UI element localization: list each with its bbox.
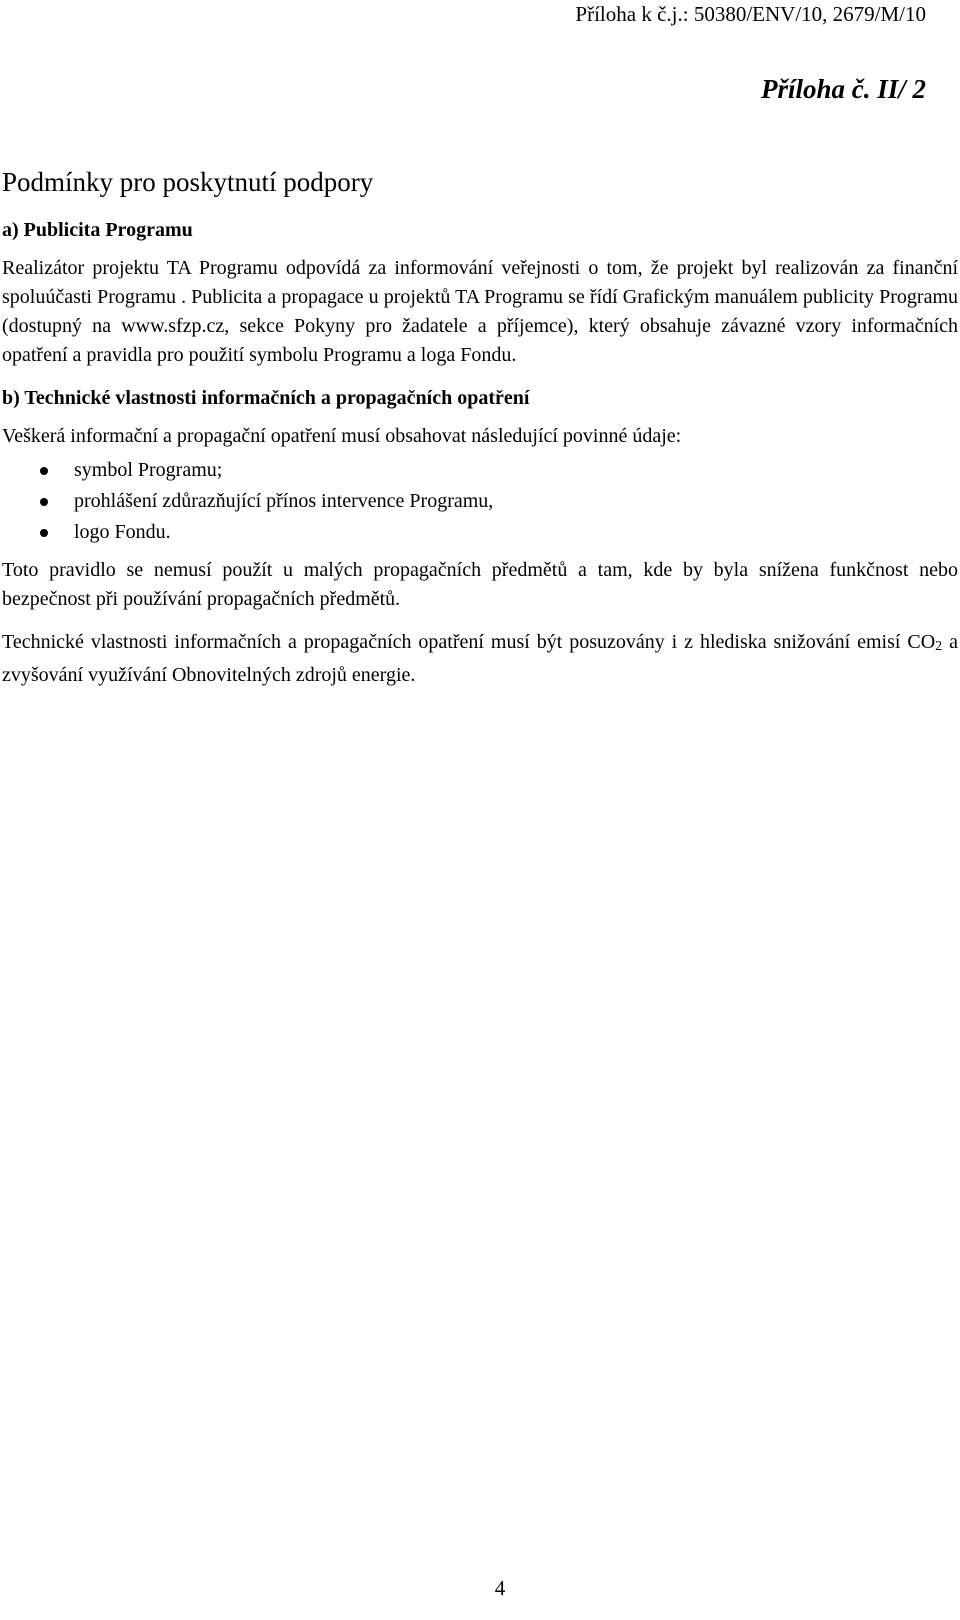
document-reference: Příloha k č.j.: 50380/ENV/10, 2679/M/10	[575, 2, 926, 26]
list-item-text: prohlášení zdůrazňující přínos intervence Programu,	[74, 490, 494, 512]
bullet-icon	[40, 498, 48, 506]
paragraph-3-text-end: a zvyšování využívání Obnovitelných zdrojů energie.	[2, 631, 958, 686]
list-item-text: logo Fondu.	[74, 521, 171, 543]
section-a-paragraph: Realizátor projektu TA Programu odpovídá za informování veřejnosti o tom, že projekt byl realizován za finanční spoluúčasti Programu . Publicita a propagace u projektů TA Programu se řídí Grafickým manuálem publicity Programu (dostupný na www.sfzp.cz, sekce Pokyny pro žadatele a příjemce), který obsahuje závazné vzory informačních opatření a pravidla pro použití symbolu Programu a loga Fondu.	[2, 257, 958, 366]
bullet-icon	[40, 529, 48, 537]
section-a-heading: a) Publicita Programu	[2, 219, 193, 241]
list-item-text: symbol Programu;	[74, 459, 223, 481]
section-b-paragraph-3	[2, 628, 958, 690]
attachment-label: Příloha č. II/ 2	[760, 74, 926, 104]
section-b-heading: b) Technické vlastnosti informačních a propagačních opatření	[2, 387, 530, 409]
page-number: 4	[494, 1576, 506, 1600]
mandatory-items-list	[2, 455, 958, 548]
paragraph-3-text-start: Technické vlastnosti informačních a propagačních opatření musí být posuzovány i z hlediska snižování emisí CO	[2, 631, 936, 653]
list-item	[2, 517, 958, 548]
section-b-paragraph-2: Toto pravidlo se nemusí použít u malých propagačních předmětů a tam, kde by byla snížena funkčnost nebo bezpečnost při používání propagačních předmětů.	[2, 559, 958, 610]
document-body	[2, 166, 958, 704]
page-title: Podmínky pro poskytnutí podpory	[2, 167, 374, 197]
list-item	[2, 455, 958, 486]
bullet-icon	[40, 467, 48, 475]
co2-subscript: 2	[935, 639, 943, 654]
section-b-intro: Veškerá informační a propagační opatření musí obsahovat následující povinné údaje:	[2, 425, 682, 447]
list-item	[2, 486, 958, 517]
